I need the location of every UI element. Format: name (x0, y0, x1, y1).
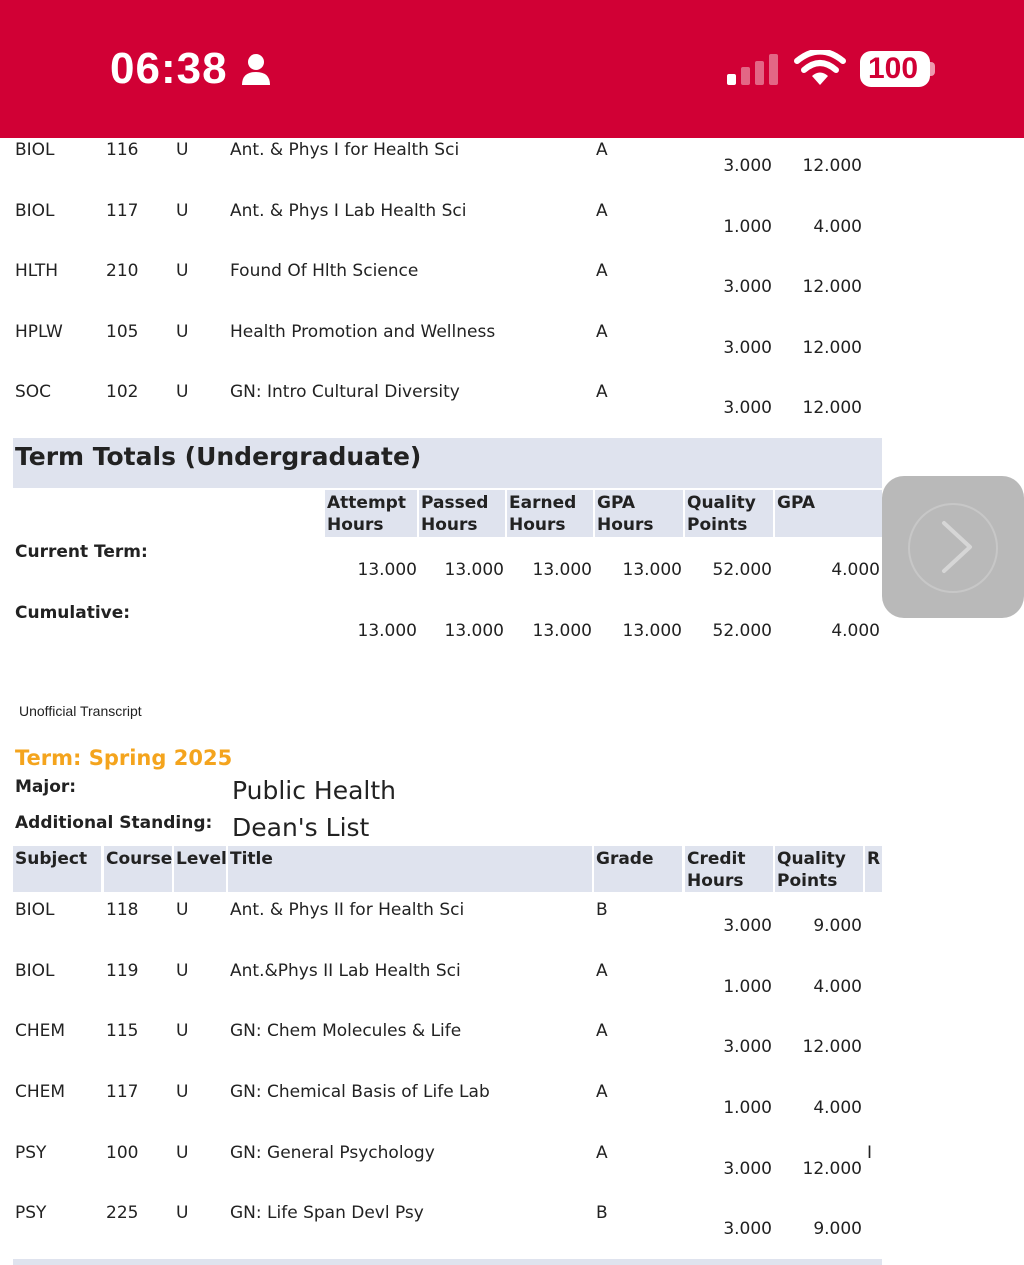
totals-value: 4.000 (831, 621, 880, 641)
cellular-signal-icon (726, 54, 780, 86)
additional-standing-label: Additional Standing: (15, 813, 213, 833)
term-totals-title: Term Totals (Undergraduate) (15, 442, 422, 471)
totals-value: 13.000 (532, 621, 592, 641)
course-level: U (176, 201, 189, 221)
course-credit: 3.000 (723, 156, 772, 176)
course-title: Ant.&Phys II Lab Health Sci (230, 961, 461, 981)
course-r: I (867, 1143, 873, 1163)
course-quality: 12.000 (802, 277, 862, 297)
course-quality: 9.000 (813, 1219, 862, 1239)
course-title: Ant. & Phys II for Health Sci (230, 900, 465, 920)
course-credit: 3.000 (723, 338, 772, 358)
totals-value: 13.000 (444, 621, 504, 641)
course-subject: BIOL (15, 201, 55, 221)
course-number: 100 (106, 1143, 139, 1163)
course-credit: 3.000 (723, 916, 772, 936)
course-level: U (176, 1203, 189, 1223)
major-label: Major: (15, 777, 77, 797)
course-level: U (176, 322, 189, 342)
table-row (0, 259, 900, 319)
totals-value: 52.000 (712, 560, 772, 580)
course-number: 118 (106, 900, 139, 920)
course-grade: B (596, 900, 608, 920)
course-quality: 12.000 (802, 156, 862, 176)
course-number: 225 (106, 1203, 139, 1223)
course-subject: BIOL (15, 140, 55, 160)
course-subject: HPLW (15, 322, 63, 342)
course-number: 116 (106, 140, 139, 160)
course-grade: A (596, 201, 608, 221)
course-number: 105 (106, 322, 139, 342)
course-credit: 3.000 (723, 1219, 772, 1239)
course-credit: 1.000 (723, 977, 772, 997)
status-time: 06:38 (110, 44, 228, 93)
totals-row-cumulative (0, 602, 900, 662)
additional-standing-value: Dean's List (232, 813, 370, 842)
table-row (0, 1019, 900, 1079)
totals-value: 13.000 (444, 560, 504, 580)
major-value: Public Health (232, 776, 397, 805)
wifi-icon (794, 50, 846, 88)
course-subject: CHEM (15, 1021, 66, 1041)
course-quality: 4.000 (813, 1098, 862, 1118)
course-credit: 1.000 (723, 1098, 772, 1118)
course-title: Found Of Hlth Science (230, 261, 419, 281)
totals-header-gpa: GPA (775, 490, 882, 537)
course-number: 102 (106, 382, 139, 402)
course-quality: 4.000 (813, 977, 862, 997)
course-number: 115 (106, 1021, 139, 1041)
totals-row-label: Current Term: (15, 542, 148, 562)
course-credit: 3.000 (723, 277, 772, 297)
course-subject: HLTH (15, 261, 59, 281)
col-header-quality-points: Quality Points (775, 846, 863, 892)
course-level: U (176, 382, 189, 402)
course-grade: A (596, 140, 608, 160)
course-title: GN: General Psychology (230, 1143, 435, 1163)
totals-header-quality-points: Quality Points (685, 490, 773, 537)
col-header-grade: Grade (594, 846, 682, 892)
course-subject: CHEM (15, 1082, 66, 1102)
totals-value: 13.000 (622, 621, 682, 641)
totals-header-earned-hours: Earned Hours (507, 490, 593, 537)
course-title: GN: Chemical Basis of Life Lab (230, 1082, 490, 1102)
battery-level: 100 (867, 52, 919, 85)
totals-value: 4.000 (831, 560, 880, 580)
chevron-right-icon (882, 476, 1024, 618)
course-grade: A (596, 1021, 608, 1041)
course-quality: 4.000 (813, 217, 862, 237)
col-header-level: Level (174, 846, 226, 892)
course-title: Ant. & Phys I Lab Health Sci (230, 201, 467, 221)
course-number: 117 (106, 201, 139, 221)
course-title: Ant. & Phys I for Health Sci (230, 140, 460, 160)
totals-value: 13.000 (532, 560, 592, 580)
totals-row-current-term (0, 541, 900, 601)
course-credit: 1.000 (723, 217, 772, 237)
course-number: 117 (106, 1082, 139, 1102)
course-subject: BIOL (15, 900, 55, 920)
course-subject: PSY (15, 1143, 47, 1163)
next-page-button[interactable] (882, 476, 1024, 618)
totals-value: 13.000 (622, 560, 682, 580)
col-header-credit-hours: Credit Hours (685, 846, 773, 892)
col-header-title: Title (228, 846, 592, 892)
person-icon (240, 53, 272, 87)
course-quality: 12.000 (802, 398, 862, 418)
table-row (0, 1141, 900, 1201)
course-level: U (176, 1021, 189, 1041)
table-row (0, 199, 900, 259)
table-row (0, 380, 900, 440)
table-row (0, 1080, 900, 1140)
course-level: U (176, 140, 189, 160)
course-credit: 3.000 (723, 1037, 772, 1057)
course-grade: A (596, 1082, 608, 1102)
course-level: U (176, 1143, 189, 1163)
table-row (0, 898, 900, 958)
course-subject: PSY (15, 1203, 47, 1223)
course-level: U (176, 900, 189, 920)
term-title: Term: Spring 2025 (15, 746, 233, 770)
course-level: U (176, 1082, 189, 1102)
totals-row-label: Cumulative: (15, 603, 131, 623)
course-credit: 3.000 (723, 1159, 772, 1179)
battery-icon (860, 51, 930, 87)
col-header-r: R (865, 846, 882, 892)
totals-value: 13.000 (357, 621, 417, 641)
course-number: 210 (106, 261, 139, 281)
col-header-subject: Subject (13, 846, 101, 892)
battery-cap (929, 62, 935, 76)
course-grade: A (596, 961, 608, 981)
course-quality: 9.000 (813, 916, 862, 936)
course-subject: BIOL (15, 961, 55, 981)
totals-value: 52.000 (712, 621, 772, 641)
course-quality: 12.000 (802, 1159, 862, 1179)
unofficial-transcript-label: Unofficial Transcript (19, 703, 142, 719)
totals-value: 13.000 (357, 560, 417, 580)
status-bar (0, 0, 1024, 138)
course-grade: A (596, 1143, 608, 1163)
course-level: U (176, 261, 189, 281)
course-quality: 12.000 (802, 338, 862, 358)
course-grade: B (596, 1203, 608, 1223)
next-term-header-bar (13, 1259, 882, 1265)
course-title: Health Promotion and Wellness (230, 322, 496, 342)
course-grade: A (596, 261, 608, 281)
course-level: U (176, 961, 189, 981)
table-row (0, 1201, 900, 1261)
course-number: 119 (106, 961, 139, 981)
course-grade: A (596, 382, 608, 402)
course-quality: 12.000 (802, 1037, 862, 1057)
table-row (0, 138, 900, 198)
col-header-course: Course (104, 846, 172, 892)
course-title: GN: Intro Cultural Diversity (230, 382, 460, 402)
totals-header-passed-hours: Passed Hours (419, 490, 505, 537)
table-row (0, 320, 900, 380)
course-title: GN: Chem Molecules & Life (230, 1021, 462, 1041)
course-subject: SOC (15, 382, 52, 402)
course-grade: A (596, 322, 608, 342)
totals-header-attempt-hours: Attempt Hours (325, 490, 417, 537)
course-title: GN: Life Span Devl Psy (230, 1203, 424, 1223)
table-row (0, 959, 900, 1019)
totals-header-gpa-hours: GPA Hours (595, 490, 683, 537)
course-credit: 3.000 (723, 398, 772, 418)
